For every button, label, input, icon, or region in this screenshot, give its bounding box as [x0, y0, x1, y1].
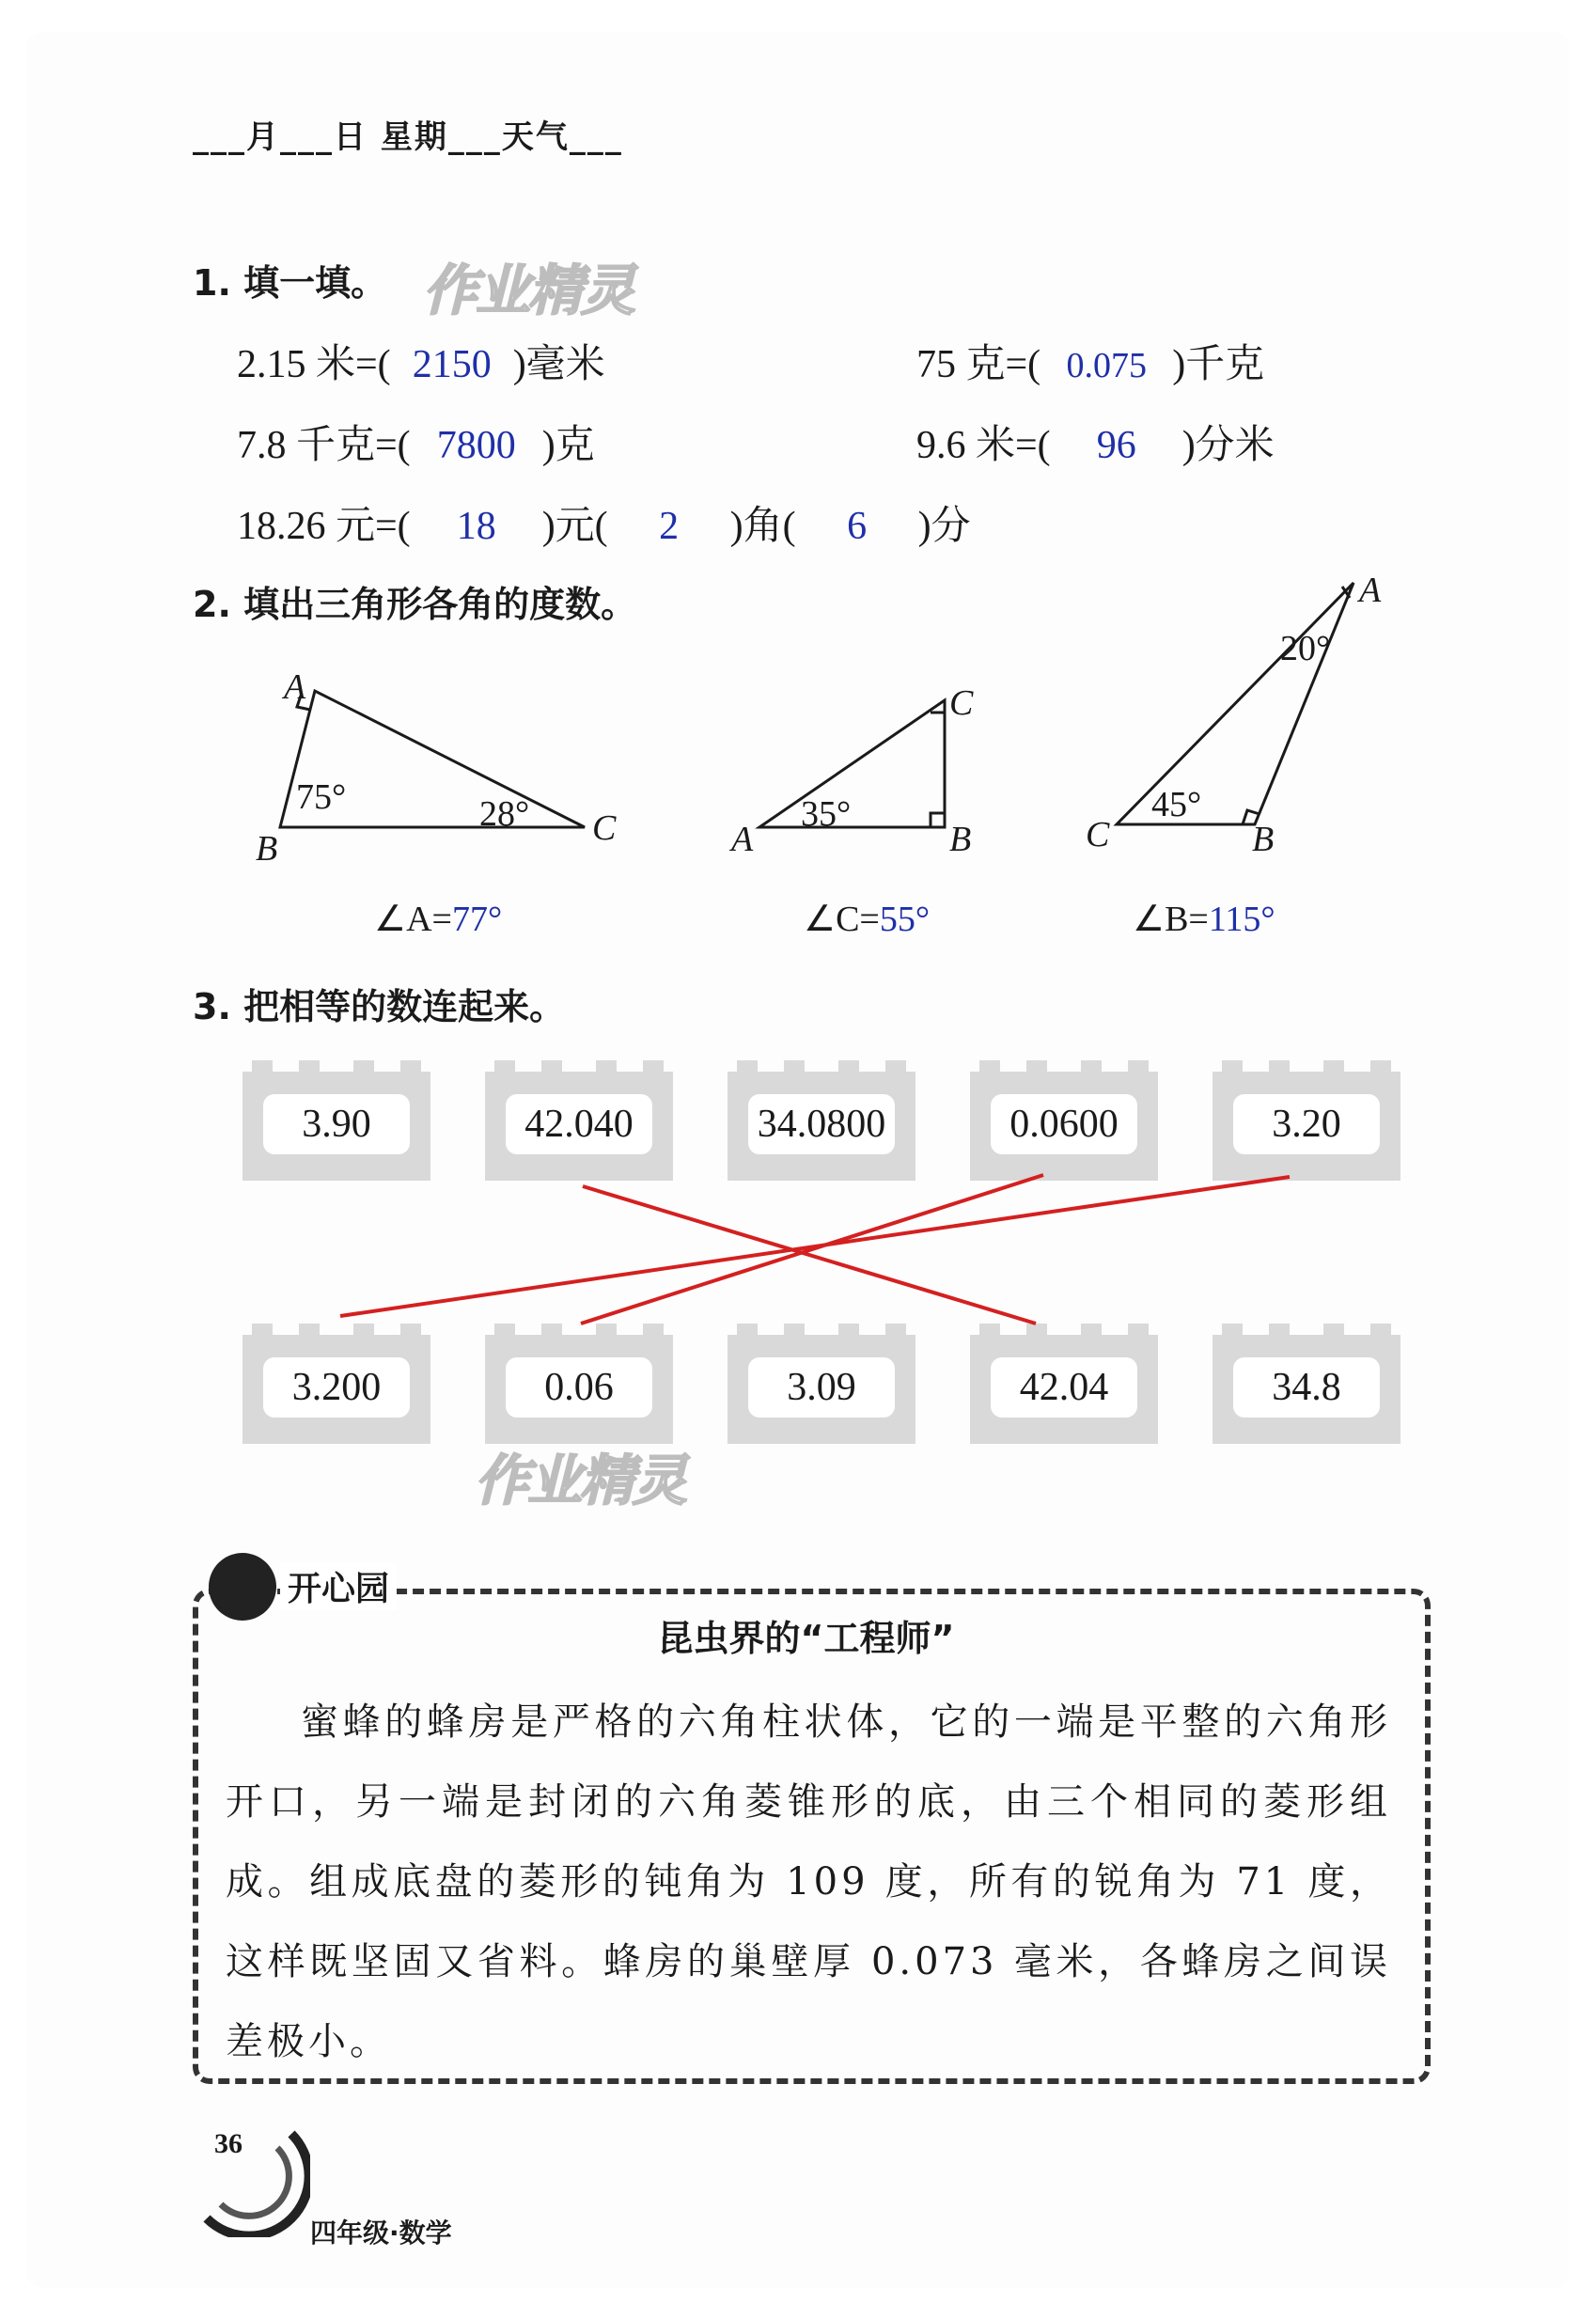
tri2-label-a: A [731, 820, 754, 859]
tri3-angle-c: 45° [1151, 785, 1202, 824]
page-number: 36 [214, 2128, 243, 2159]
number-tag-bottom-2[interactable]: 0.06 [485, 1335, 673, 1444]
q1-row-4: 9.6 米=( 96 )分米 [916, 424, 1275, 467]
date-header: ___月___日 星期___天气___ [193, 118, 623, 156]
q1-row-3: 7.8 千克=( 7800 )克 [237, 424, 595, 467]
tri2-label-b: B [949, 820, 972, 859]
number-tag-bottom-3[interactable]: 3.09 [728, 1335, 915, 1444]
tri2-question: ∠C=55° [804, 900, 931, 939]
tri1-label-b: B [256, 829, 278, 869]
tri3-label-c: C [1086, 815, 1110, 854]
tri1-answer[interactable]: 77° [451, 900, 503, 939]
match-line-00600-006 [581, 1175, 1043, 1324]
answer-0075[interactable]: 0.075 [1066, 346, 1147, 385]
happy-corner-logo: 开心园 [280, 1562, 397, 1610]
answer-96[interactable]: 96 [1096, 424, 1136, 467]
q1-title: 1. 填一填。 [193, 262, 387, 304]
number-tag-top-3[interactable]: 34.0800 [728, 1072, 915, 1181]
tri1-angle-c: 28° [479, 794, 530, 834]
tri3-label-a: A [1359, 571, 1382, 610]
number-tag-bottom-4[interactable]: 42.04 [970, 1335, 1158, 1444]
number-tag-bottom-5[interactable]: 34.8 [1213, 1335, 1400, 1444]
watermark-bottom: 作业精灵 [475, 1449, 686, 1512]
answer-2150[interactable]: 2150 [412, 343, 492, 386]
answer-jiao[interactable]: 2 [659, 505, 680, 548]
answer-7800[interactable]: 7800 [436, 424, 516, 467]
tri2-answer[interactable]: 55° [879, 900, 931, 939]
tri3-question: ∠B=115° [1133, 900, 1275, 939]
number-tag-top-1[interactable]: 3.90 [243, 1072, 430, 1181]
q3-title: 3. 把相等的数连起来。 [193, 986, 566, 1027]
tri1-label-a: A [284, 667, 306, 707]
watermark-top: 作业精灵 [423, 259, 634, 322]
tri1-angle-b: 75° [296, 777, 347, 817]
tri1-question: ∠A=77° [374, 900, 503, 939]
number-tag-top-4[interactable]: 0.0600 [970, 1072, 1158, 1181]
q2-title: 2. 填出三角形各角的度数。 [193, 584, 637, 625]
tri3-angle-a: 20° [1280, 629, 1331, 668]
number-tag-top-5[interactable]: 3.20 [1213, 1072, 1400, 1181]
q1-row-2: 75 克=( 0.075 )千克 [916, 343, 1265, 386]
tri2-label-c: C [949, 683, 974, 723]
story-text: 蜜蜂的蜂房是严格的六角柱状体，它的一端是平整的六角形开口，另一端是封闭的六角菱锥形的底，由三个相同的菱形组成。组成底盘的菱形的钝角为 109 度，所有的锐角为 71 度，这样既坚固又省料。蜂房的巢壁厚 0.073 毫米，各蜂房之间误差极小。 [226, 1700, 1391, 2063]
q1-money-row: 18.26 元=( 18 )元( 2 )角( 6 )分 [237, 505, 971, 548]
page-number-swirl-icon [188, 2115, 310, 2237]
tri3-answer[interactable]: 115° [1208, 900, 1275, 939]
tri2-angle-a: 35° [801, 794, 852, 834]
number-tag-top-2[interactable]: 42.040 [485, 1072, 673, 1181]
footer-grade: 四年级·数学 [310, 2217, 452, 2248]
answer-yuan[interactable]: 18 [456, 505, 496, 548]
tri1-label-c: C [592, 808, 617, 848]
match-line-320-3200 [340, 1177, 1290, 1316]
number-tag-bottom-1[interactable]: 3.200 [243, 1335, 430, 1444]
tri3-label-b: B [1252, 820, 1275, 859]
answer-fen[interactable]: 6 [847, 505, 868, 548]
q1-row-1: 2.15 米=( 2150 )毫米 [237, 343, 605, 386]
story-title: 昆虫界的“工程师” [657, 1618, 955, 1659]
